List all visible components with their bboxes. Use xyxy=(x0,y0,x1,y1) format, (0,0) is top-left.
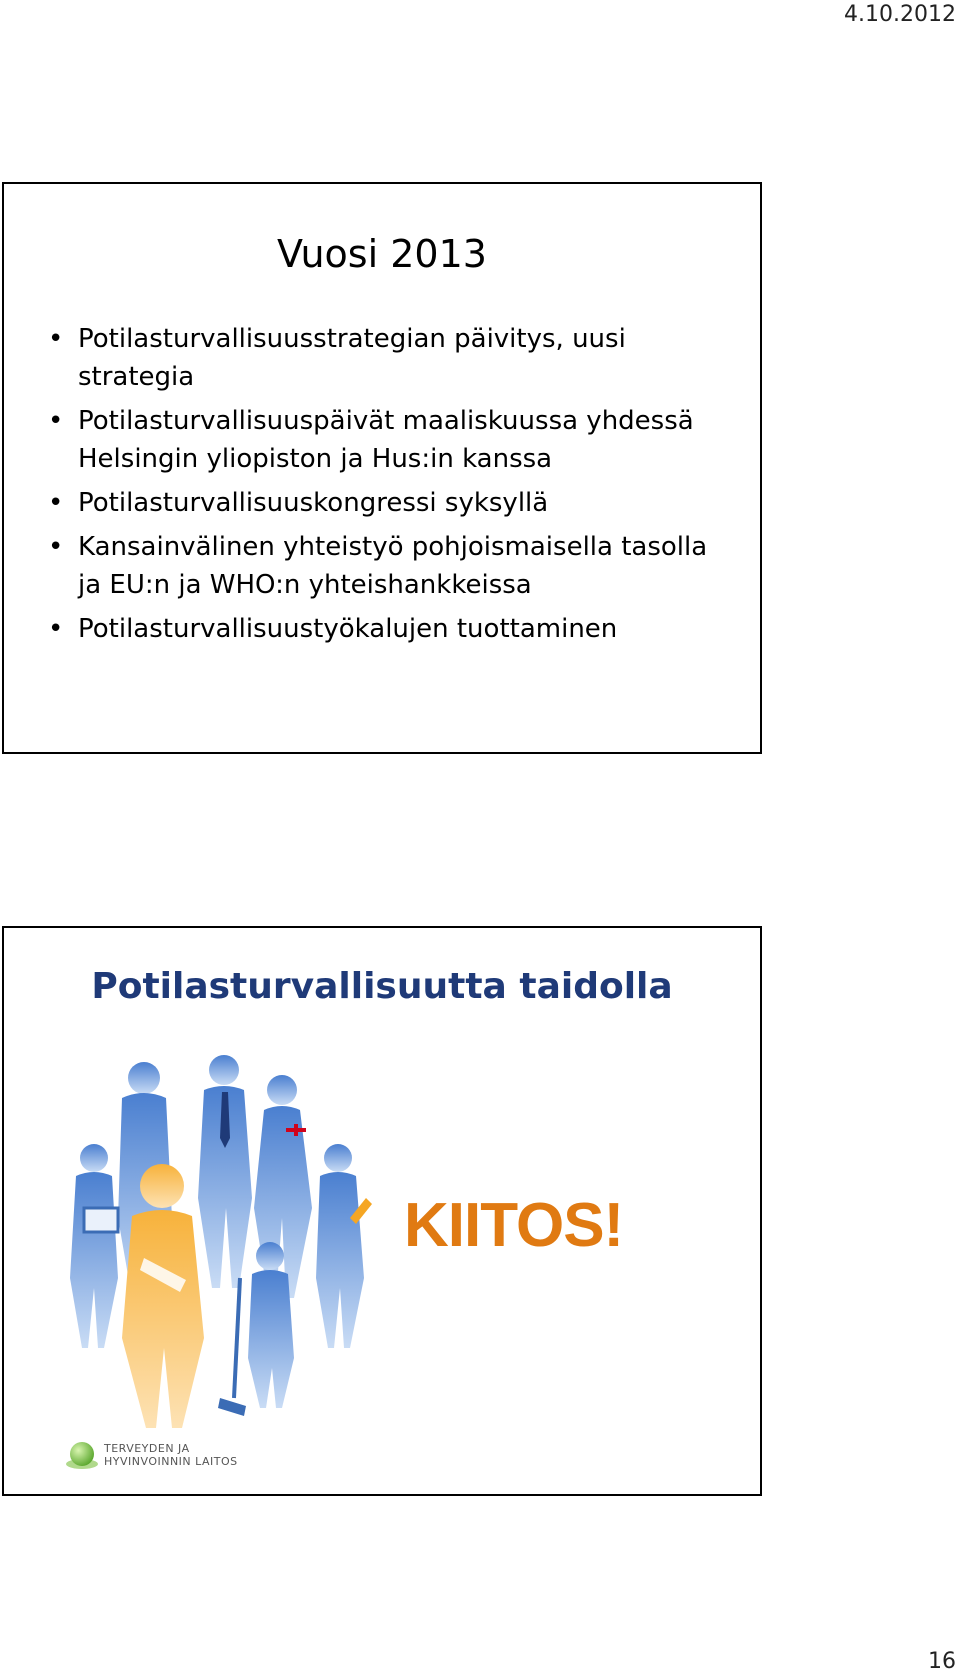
slide-vuosi-2013 xyxy=(2,182,762,754)
thanks-text: KIITOS! xyxy=(404,1191,624,1260)
slide-title: Potilasturvallisuutta taidolla xyxy=(91,966,673,1007)
thl-logo-icon xyxy=(64,1438,100,1474)
page-number: 16 xyxy=(928,1649,956,1674)
bullet-item: • Kansainvälinen yhteistyö pohjoismaisella tasolla ja EU:n ja WHO:n yhteishankkeissa xyxy=(78,528,718,604)
bullet-item: • Potilasturvallisuuspäivät maaliskuussa yhdessä Helsingin yliopiston ja Hus:in kanssa xyxy=(78,402,718,478)
logo-line-2: HYVINVOINNIN LAITOS xyxy=(104,1455,238,1468)
page-date: 4.10.2012 xyxy=(844,2,956,27)
people-circle-illustration xyxy=(54,1048,394,1428)
bullet-item: • Potilasturvallisuustyökalujen tuottaminen xyxy=(78,610,718,648)
figure-worker xyxy=(316,1144,372,1348)
logo-line-1: TERVEYDEN JA xyxy=(104,1442,190,1455)
figure-computer-user xyxy=(70,1144,118,1348)
slide-title: Vuosi 2013 xyxy=(277,232,487,276)
logo-text xyxy=(104,1442,238,1468)
figure-man-tie xyxy=(198,1055,252,1288)
bullet-item: • Potilasturvallisuuskongressi syksyllä xyxy=(78,484,718,522)
slide-kiitos xyxy=(2,926,762,1496)
thl-logo xyxy=(64,1438,284,1478)
bullet-list xyxy=(4,320,718,654)
figure-cleaner xyxy=(218,1242,294,1416)
bullet-item: • Potilasturvallisuusstrategian päivitys, uusi strategia xyxy=(78,320,718,396)
